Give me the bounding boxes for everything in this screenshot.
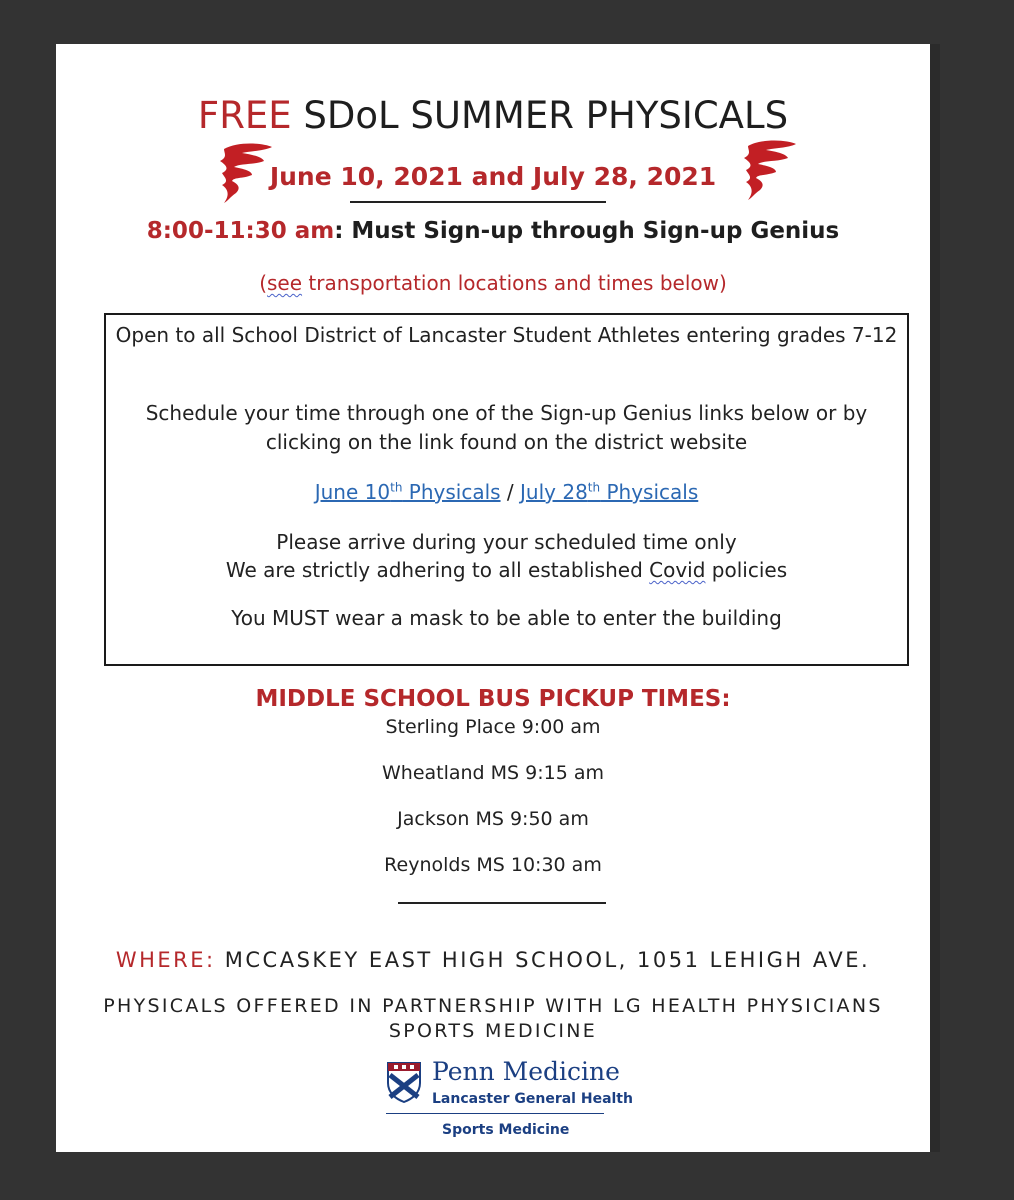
covid-policy-note	[106, 556, 907, 585]
info-box	[104, 313, 909, 666]
flyer-page	[56, 44, 930, 1152]
logo-department: Sports Medicine	[442, 1122, 570, 1138]
june-link-label: Physicals	[402, 480, 501, 504]
logo-divider	[386, 1113, 604, 1114]
logo-name: Penn Medicine	[432, 1057, 620, 1086]
event-time: 8:00-11:30 am	[146, 218, 335, 244]
covid-word: Covid	[649, 558, 706, 582]
june-link-date: June 10	[314, 480, 391, 504]
covid-post: policies	[705, 558, 788, 582]
eligibility-text: Open to all School District of Lancaster Student Athletes entering grades 7-12	[115, 323, 898, 347]
title-rest: SDoL SUMMER PHYSICALS	[291, 94, 789, 137]
july-physicals-link[interactable]	[520, 480, 698, 504]
where-value: MCCASKEY EAST HIGH SCHOOL, 1051 LEHIGH AVE.	[215, 948, 871, 972]
july-link-date: July 28	[520, 480, 588, 504]
covid-pre: We are strictly adhering to all established	[225, 558, 650, 582]
mask-requirement: You MUST wear a mask to be able to enter the building	[231, 606, 782, 630]
bus-pickup-heading: MIDDLE SCHOOL BUS PICKUP TIMES:	[255, 686, 731, 712]
penn-shield-icon	[386, 1061, 422, 1103]
transportation-note	[56, 269, 930, 297]
transport-rest: transportation locations and times below)	[302, 271, 727, 295]
bus-stop-item: Sterling Place 9:00 am	[385, 716, 601, 738]
bus-stop-item: Jackson MS 9:50 am	[397, 808, 589, 830]
event-dates: June 10, 2021 and July 28, 2021	[269, 162, 717, 191]
transport-see: see	[267, 271, 303, 295]
partnership-line-2: SPORTS MEDICINE	[388, 1020, 598, 1042]
july-link-label: Physicals	[600, 480, 699, 504]
time-signup-line	[56, 216, 930, 246]
july-link-suffix: th	[587, 480, 601, 495]
date-divider	[350, 201, 606, 203]
bus-divider	[398, 902, 606, 904]
penn-medicine-logo	[386, 1057, 633, 1144]
june-link-suffix: th	[390, 480, 403, 495]
page-title	[56, 94, 930, 138]
signup-instruction: : Must Sign-up through Sign-up Genius	[334, 218, 840, 244]
bus-stop-item: Reynolds MS 10:30 am	[384, 854, 602, 876]
where-label: WHERE:	[115, 948, 216, 972]
page-edge-shadow	[930, 44, 940, 1152]
logo-subtitle: Lancaster General Health	[432, 1091, 633, 1107]
location-line	[56, 946, 930, 974]
title-free: FREE	[197, 94, 292, 137]
arrival-note: Please arrive during your scheduled time only	[276, 530, 737, 554]
signup-links	[106, 478, 907, 507]
partnership-note	[56, 994, 930, 1044]
bus-stop-item: Wheatland MS 9:15 am	[381, 762, 605, 784]
transport-paren: (	[259, 271, 268, 295]
schedule-text: Schedule your time through one of the Sign-up Genius links below or by clicking on the link found on the district website	[145, 401, 868, 454]
partnership-line-1: PHYSICALS OFFERED IN PARTNERSHIP WITH LG HEALTH PHYSICIANS	[103, 995, 883, 1017]
june-physicals-link[interactable]	[315, 480, 501, 504]
link-separator: /	[500, 480, 521, 504]
